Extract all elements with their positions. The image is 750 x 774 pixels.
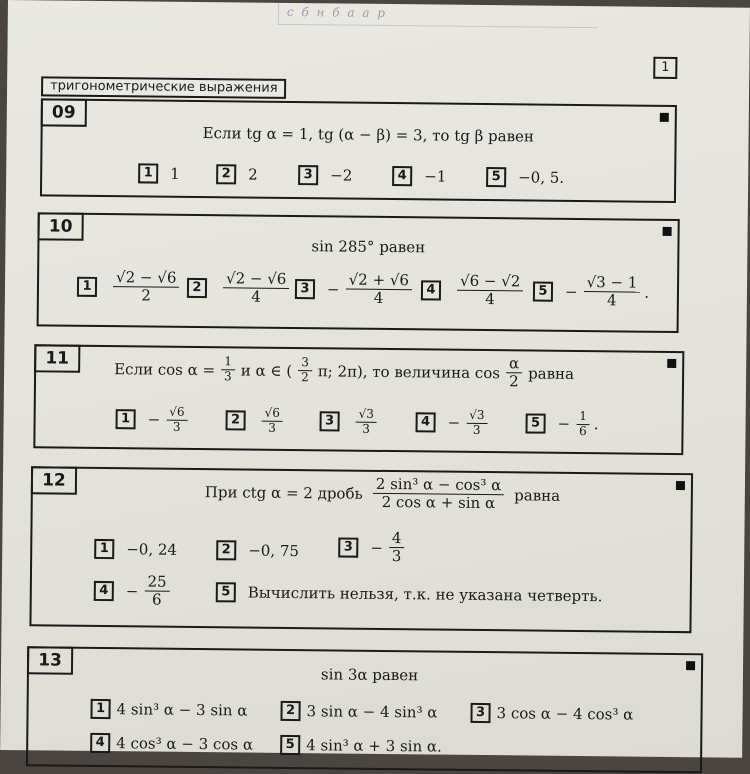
stem-text: Если cos α = (114, 359, 216, 379)
option-number-box: 5 (216, 582, 236, 602)
option-number-box: 1 (138, 163, 158, 183)
answer-option-4[interactable] (94, 573, 174, 609)
fraction-denominator: 2 (141, 286, 151, 305)
fraction-numerator: √2 − √6 (223, 270, 289, 289)
fraction-numerator: √2 + √6 (346, 272, 413, 291)
answer-option-5[interactable] (525, 409, 598, 438)
answer-option-1[interactable] (90, 699, 247, 721)
stem-text: π; 2π), то величина cos (317, 362, 501, 382)
question-09 (40, 98, 677, 203)
answer-option-3[interactable] (470, 703, 633, 725)
trailing-period: . (644, 283, 650, 302)
option-number-box: 5 (533, 281, 553, 301)
minus-sign: − (447, 413, 461, 433)
answer-option-2[interactable] (216, 164, 258, 184)
fraction-denominator: 4 (373, 289, 384, 308)
question-number: 09 (41, 98, 87, 126)
question-number: 11 (34, 344, 80, 372)
answer-option-4[interactable] (392, 166, 446, 187)
fraction-denominator: 2 (509, 372, 519, 391)
stem-text: равна (528, 364, 575, 383)
answer-option-4[interactable] (415, 408, 491, 437)
option-number-box: 2 (280, 701, 300, 721)
option-number-box: 5 (525, 414, 545, 434)
option-value: −0, 75 (248, 541, 300, 561)
option-value: 3 sin α − 4 sin³ α (306, 702, 438, 722)
answer-option-2[interactable] (216, 540, 299, 561)
answer-option-1[interactable] (94, 539, 177, 560)
option-value: 2 (248, 165, 258, 184)
fraction-denominator: 6 (151, 590, 162, 609)
question-11 (33, 344, 684, 455)
option-number-box: 2 (216, 540, 236, 560)
fraction-denominator: 3 (472, 422, 481, 437)
option-number-box: 4 (415, 413, 435, 433)
answer-option-2[interactable] (187, 270, 294, 307)
question-number: 10 (37, 212, 83, 240)
corner-square-icon (663, 227, 672, 236)
option-value: 3 cos α − 4 cos³ α (496, 704, 634, 724)
answer-option-5[interactable] (280, 735, 442, 757)
stem-text: и α ∈ ( (240, 361, 293, 380)
question-stem: sin 3α равен (320, 665, 419, 685)
fraction-numerator: 1 (576, 410, 590, 425)
fraction-denominator: 3 (224, 369, 232, 384)
question-stem: sin 285° равен (311, 237, 426, 257)
answer-option-4[interactable] (421, 272, 528, 309)
fraction-denominator: 4 (485, 290, 495, 309)
answer-option-1[interactable] (115, 405, 191, 434)
fraction-denominator: 3 (268, 420, 277, 435)
question-number: 13 (27, 646, 73, 674)
option-value: Вычислить нельзя, т.к. не указана четверть. (247, 583, 603, 606)
question-stem (205, 474, 561, 513)
corner-square-icon (676, 481, 685, 490)
fraction-numerator: 4 (389, 530, 405, 548)
fraction-numerator: 3 (298, 357, 312, 372)
answer-option-5[interactable] (533, 274, 649, 311)
fraction-numerator: 25 (144, 573, 169, 592)
fraction-denominator: 3 (362, 421, 371, 436)
fraction-denominator: 3 (172, 419, 181, 434)
answer-option-3[interactable] (298, 165, 352, 186)
option-value: −0, 5. (518, 168, 565, 187)
option-number-box: 5 (280, 735, 300, 755)
option-number-box: 1 (90, 699, 110, 719)
fraction-denominator: 4 (606, 291, 617, 310)
stem-text: равна (514, 486, 561, 505)
option-value: 1 (170, 164, 180, 183)
fraction-numerator: 2 sin³ α − cos³ α (373, 476, 505, 496)
option-number-box: 1 (77, 276, 97, 296)
fraction-numerator: √6 (166, 406, 187, 421)
option-value: 4 sin³ α + 3 sin α. (306, 736, 442, 756)
option-value: −0, 24 (126, 540, 178, 559)
minus-sign: − (370, 538, 383, 557)
answer-option-2[interactable] (280, 701, 437, 723)
corner-square-icon (686, 661, 695, 670)
fraction-numerator: √3 (466, 409, 487, 424)
handwritten-note: с б н б а а р (278, 3, 598, 28)
answer-option-3[interactable] (338, 529, 408, 565)
option-number-box: 5 (486, 167, 506, 187)
topic-label: тригонометрические выражения (41, 76, 287, 99)
answer-option-5[interactable] (216, 582, 603, 606)
fraction-numerator: √6 − √2 (457, 273, 524, 292)
question-number: 12 (31, 466, 77, 494)
page-number: 1 (653, 57, 677, 79)
option-number-box: 4 (421, 280, 441, 300)
answer-option-1[interactable] (77, 269, 184, 306)
option-number-box: 3 (338, 537, 358, 557)
option-number-box: 2 (187, 278, 207, 298)
minus-sign: − (326, 280, 340, 299)
fraction-denominator: 2 cos α + sin α (381, 493, 496, 513)
fraction-denominator: 2 (301, 370, 309, 385)
option-value: 4 cos³ α − 3 cos α (116, 734, 254, 754)
fraction-numerator: α (506, 355, 522, 373)
option-value: −2 (330, 166, 353, 185)
option-number-box: 4 (392, 166, 412, 186)
minus-sign: − (147, 410, 161, 429)
question-10 (37, 212, 680, 333)
answer-option-3[interactable] (295, 271, 416, 308)
question-12 (29, 466, 693, 633)
minus-sign: − (125, 582, 139, 601)
option-number-box: 2 (216, 164, 236, 184)
fraction-numerator: √6 (262, 407, 283, 422)
option-number-box: 1 (94, 539, 114, 559)
corner-square-icon (660, 113, 669, 122)
fraction-numerator: 1 (221, 356, 235, 371)
question-stem: Если tg α = 1, tg (α − β) = 3, то tg β равен (202, 124, 535, 146)
answer-option-1[interactable] (138, 163, 180, 183)
option-number-box: 3 (319, 412, 339, 432)
question-13 (26, 646, 703, 773)
option-number-box: 2 (226, 411, 246, 431)
option-number-box: 3 (295, 279, 315, 299)
answer-option-5[interactable] (486, 167, 564, 188)
minus-sign: − (564, 282, 578, 301)
question-stem (114, 351, 574, 391)
fraction-numerator: √3 (356, 408, 377, 423)
option-value: 4 sin³ α − 3 sin α (116, 700, 248, 720)
fraction-numerator: √3 − 1 (584, 274, 641, 293)
option-number-box: 4 (90, 733, 110, 753)
option-number-box: 3 (298, 165, 318, 185)
fraction-denominator: 4 (251, 287, 261, 306)
stem-text: При ctg α = 2 дробь (204, 482, 363, 503)
fraction-numerator: √2 − √6 (113, 269, 179, 288)
trailing-period: . (593, 415, 599, 434)
corner-square-icon (667, 359, 676, 368)
option-value: −1 (424, 167, 447, 186)
fraction-denominator: 3 (391, 547, 402, 566)
answer-option-3[interactable] (319, 407, 381, 436)
option-number-box: 4 (94, 581, 114, 601)
answer-option-2[interactable] (225, 406, 287, 435)
option-number-box: 1 (116, 409, 136, 429)
option-number-box: 3 (470, 703, 490, 723)
fraction-denominator: 6 (579, 423, 587, 438)
answer-option-4[interactable] (90, 733, 253, 755)
minus-sign: − (557, 415, 571, 434)
